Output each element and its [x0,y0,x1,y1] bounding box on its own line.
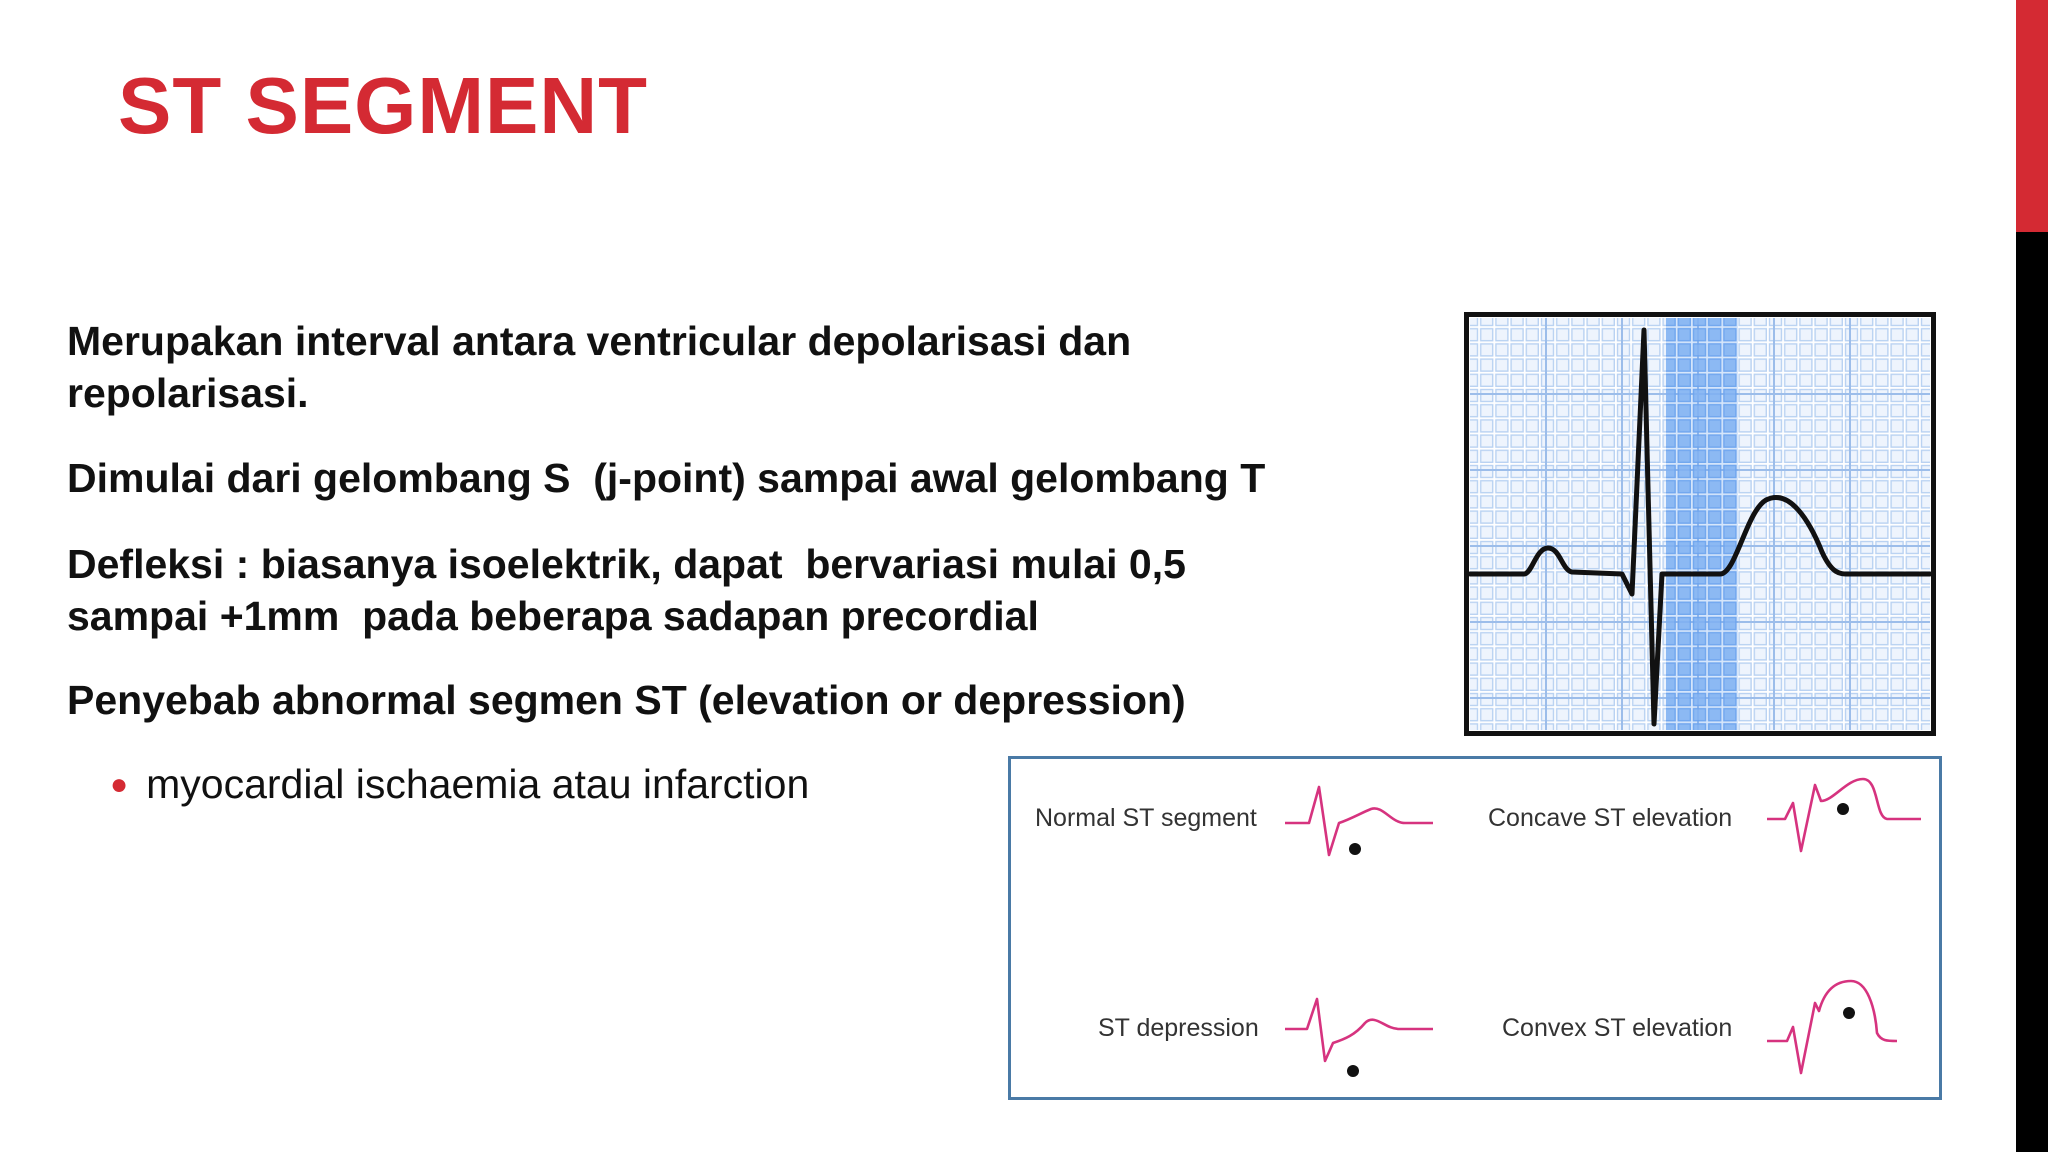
st-depression-wave [1281,993,1441,1081]
bullet-item [110,758,809,811]
concave-st-wave [1763,773,1933,861]
bullet-text: myocardial ischaemia atau infarction [146,761,810,807]
accent-bar-black [2016,232,2048,1152]
normal-st-wave [1281,783,1441,871]
label-concave-st: Concave ST elevation [1488,804,1733,832]
j-point-marker [1349,843,1361,855]
j-point-marker [1837,803,1849,815]
slide-title: ST SEGMENT [118,61,649,150]
bullet-list [110,758,809,811]
convex-st-wave [1763,975,1933,1075]
label-st-depression: ST depression [1098,1014,1259,1042]
ecg-grid-illustration [1464,312,1936,736]
paragraph-start: Dimulai dari gelombang S (j-point) sampai awal gelombang T [67,455,1266,501]
paragraph-definition: Merupakan interval antara ventricular depolarisasi dan repolarisasi. [67,318,1132,416]
st-variants-panel [1008,756,1942,1100]
accent-bar-red [2016,0,2048,232]
label-normal-st: Normal ST segment [1035,804,1257,832]
j-point-marker [1843,1007,1855,1019]
paragraph-deflection: Defleksi : biasanya isoelektrik, dapat bervariasi mulai 0,5 sampai +1mm pada beberapa sadapan precordial [67,541,1186,639]
j-point-marker [1347,1065,1359,1077]
paragraph-cause: Penyebab abnormal segmen ST (elevation or depression) [67,677,1186,723]
bullet-dot-icon: ● [110,768,129,801]
label-convex-st: Convex ST elevation [1502,1014,1733,1042]
